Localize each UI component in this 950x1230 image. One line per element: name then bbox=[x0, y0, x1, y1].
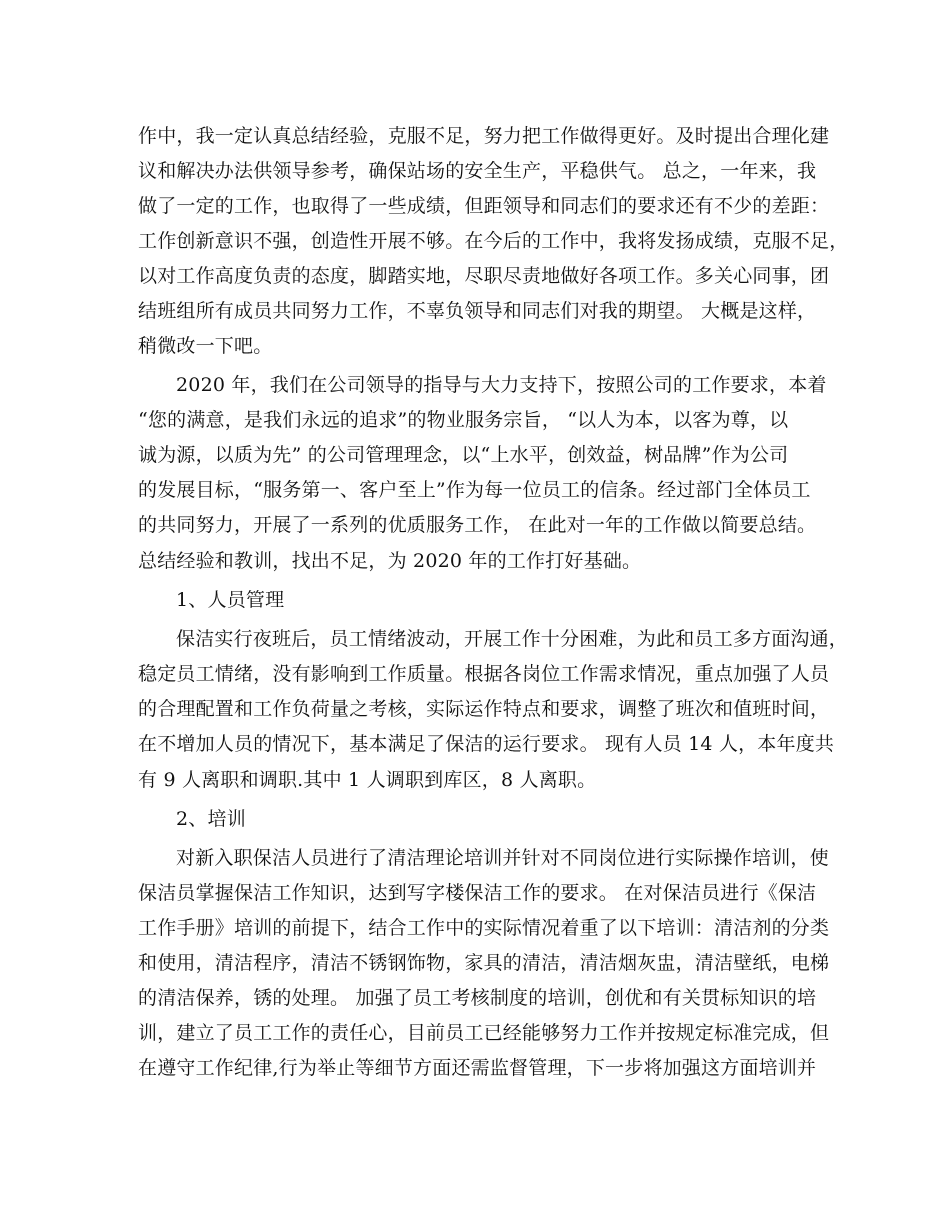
text-line: 保洁实行夜班后，员工情绪波动，开展工作十分困难，为此和员工多方面沟通， bbox=[176, 628, 849, 650]
text-line: 在遵守工作纪律,行为举止等细节方面还需监督管理，下一步将加强这方面培训并 bbox=[138, 1057, 817, 1079]
text-line: 对新入职保洁人员进行了清洁理论培训并针对不同岗位进行实际操作培训，使 bbox=[176, 847, 829, 869]
section-heading-training: 2、培训 bbox=[176, 808, 246, 830]
text-line: 总结经验和教训，找出不足，为 2020 年的工作打好基础。 bbox=[138, 550, 642, 572]
text-line: “您的满意，是我们永远的追求”的物业服务宗旨， “以人为本，以客为尊，以 bbox=[138, 409, 789, 431]
text-line: 稍微改一下吧。 bbox=[138, 335, 273, 357]
text-line: 的发展目标，“服务第一、客户至上”作为每一位员工的信条。经过部门全体员工 bbox=[138, 479, 811, 501]
text-line: 的共同努力，开展了一系列的优质服务工作， 在此对一年的工作做以简要总结。 bbox=[138, 514, 817, 536]
text-line: 做了一定的工作，也取得了一些成绩，但距领导和同志们的要求还有不少的差距： bbox=[138, 195, 830, 217]
text-line: 和使用，清洁程序，清洁不锈钢饰物，家具的清洁，清洁烟灰盅，清洁壁纸，电梯 bbox=[138, 952, 830, 974]
text-line: 议和解决办法供领导参考，确保站场的安全生产，平稳供气。 总之，一年来，我 bbox=[138, 160, 817, 182]
text-line: 作中，我一定认真总结经验，克服不足，努力把工作做得更好。及时提出合理化建 bbox=[138, 125, 830, 147]
text-line: 以对工作高度负责的态度，脚踏实地，尽职尽责地做好各项工作。多关心同事，团 bbox=[138, 265, 830, 287]
text-line: 2020 年，我们在公司领导的指导与大力支持下，按照公司的工作要求，本着 bbox=[176, 374, 827, 396]
text-line: 工作手册》培训的前提下，结合工作中的实际情况着重了以下培训：清洁剂的分类 bbox=[138, 917, 830, 939]
text-line: 有 9 人离职和调职.其中 1 人调职到库区，8 人离职。 bbox=[138, 769, 597, 791]
text-line: 诚为源，以质为先” 的公司管理理念，以“上水平，创效益，树品牌”作为公司 bbox=[138, 444, 789, 466]
text-line: 结班组所有成员共同努力工作，不辜负领导和同志们对我的期望。 大概是这样， bbox=[138, 300, 817, 322]
text-line: 保洁员掌握保洁工作知识，达到写字楼保洁工作的要求。 在对保洁员进行《保洁 bbox=[138, 882, 817, 904]
section-heading-personnel: 1、人员管理 bbox=[176, 589, 285, 611]
text-line: 稳定员工情绪，没有影响到工作质量。根据各岗位工作需求情况，重点加强了人员 bbox=[138, 663, 830, 685]
text-line: 的合理配置和工作负荷量之考核，实际运作特点和要求，调整了班次和值班时间， bbox=[138, 698, 830, 720]
text-line: 在不增加人员的情况下，基本满足了保洁的运行要求。 现有人员 14 人，本年度共 bbox=[138, 733, 835, 755]
text-line: 工作创新意识不强，创造性开展不够。在今后的工作中，我将发扬成绩，克服不足， bbox=[138, 230, 849, 252]
text-line: 的清洁保养，锈的处理。 加强了员工考核制度的培训，创优和有关贯标知识的培 bbox=[138, 987, 817, 1009]
text-line: 训，建立了员工工作的责任心，目前员工已经能够努力工作并按规定标准完成，但 bbox=[138, 1022, 830, 1044]
